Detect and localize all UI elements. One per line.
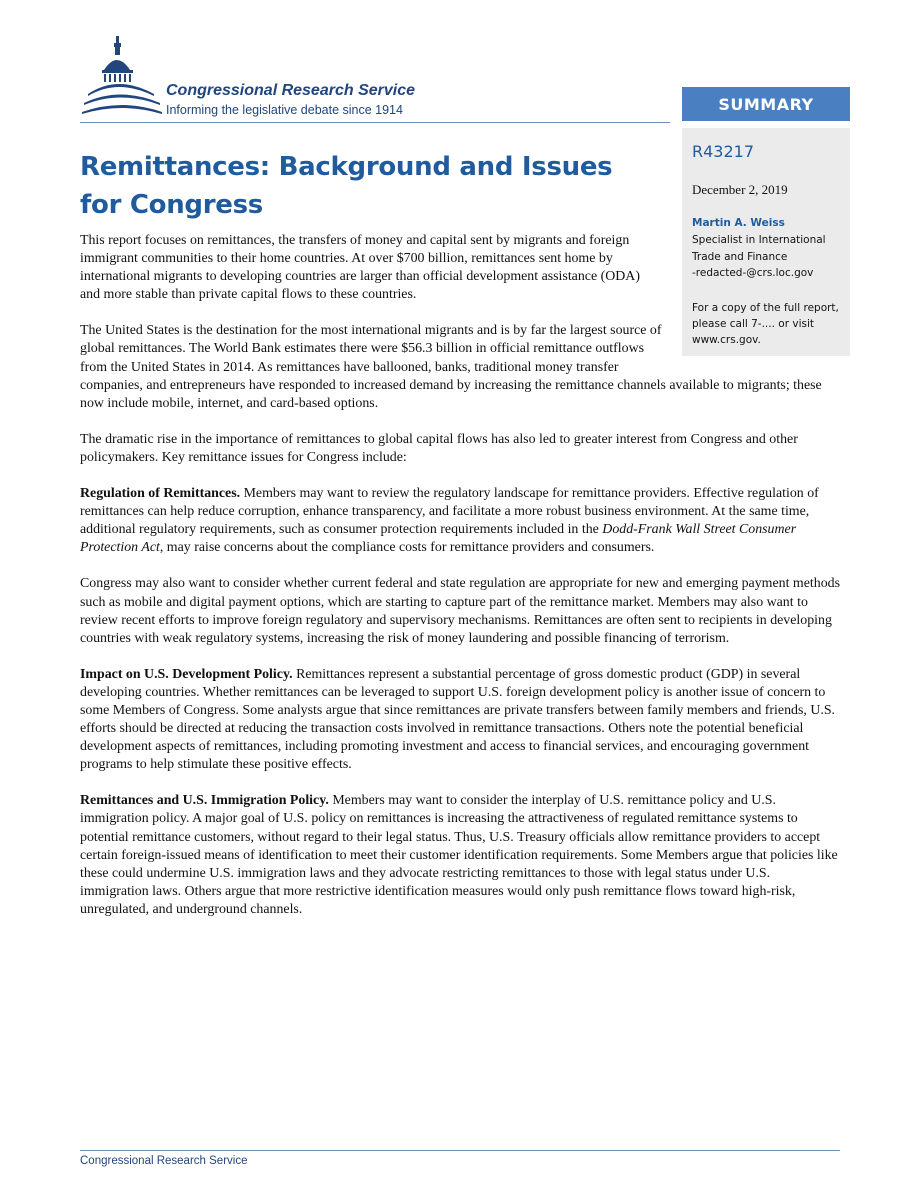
report-date: December 2, 2019 [692, 182, 788, 197]
crs-logo [80, 34, 480, 122]
summary-heading: SUMMARY [682, 87, 850, 121]
paragraph-text: Remittances represent a substantial percentage of gross domestic product (GDP) in several developing countries. Whether remittances can be leveraged to support U.S. foreign development policy is another issue of concern to some Members of Congress. Some analysts argue that since remittances are private transfers between family members and friends, U.S. efforts should be directed at reducing the transaction costs involved in remittance transactions. Others note the potential beneficial development aspects of remittances, including promoting investment and access to financial services, and encouraging government programs to help stimulate these positive effects. [80, 666, 836, 773]
copy-note: For a copy of the full report, please call 7-.... or visit www.crs.gov. [692, 302, 839, 346]
org-name: Congressional Research Service [166, 82, 416, 99]
report-title: Remittances: Background and Issues for Congress [80, 152, 613, 220]
sidebar-spacer [662, 232, 840, 363]
paragraph-heading: Regulation of Remittances. [80, 486, 241, 502]
paragraph-text: Members may want to consider the interplay of U.S. remittance policy and U.S. immigration policy. A major goal of U.S. policy on remittances is increasing the attractiveness of regulated remittance systems to potential remittance customers, without regard to their legal status. Thus, U.S. Treasury officials allow remittance providers to accept certain foreign-issued means of identification to meet their customer identification requirements. Some Members argue that policies like these could undermine U.S. immigration laws and they advocate restricting remittances to those with legal status under U.S. immigration laws. Others argue that more restrictive identification measures would only push remittance flows toward high-risk, unregulated, and underground channels. [80, 793, 838, 917]
act-title: Dodd-Frank Wall Street Consumer Protection Act [80, 522, 797, 556]
paragraph [80, 666, 840, 775]
author-name: Martin A. Weiss [692, 217, 785, 229]
org-tagline: Informing the legislative debate since 1914 [166, 103, 403, 117]
paragraph-text: Members may want to review the regulatory landscape for remittance providers. Effective regulation of remittances can help reduce corruption, enhance transparency, and facilitate a more robust business environment. At the same time, additional regulatory requirements, such as consumer protection requirements included in the [80, 486, 819, 538]
paragraph: The dramatic rise in the importance of remittances to global capital flows has also led to greater interest from Congress and other policymakers. Key remittance issues for Congress include: [80, 431, 798, 465]
capitol-dome-icon [82, 34, 164, 122]
header-divider [80, 122, 670, 123]
author-email: -redacted-@crs.loc.gov [692, 267, 814, 279]
paragraph-heading: Remittances and U.S. Immigration Policy. [80, 793, 329, 809]
paragraph-text: , may raise concerns about the compliance costs for remittance providers and consumers. [159, 540, 655, 556]
paragraph [80, 792, 840, 919]
paragraph: Congress may also want to consider whether current federal and state regulation are appropriate for new and emerging payment methods such as mobile and digital payment options, which are starting to capture part of the remittance market. Members may also want to review recent efforts to improve foreign regulatory and supervisory mechanisms. Remittances are often sent to recipients in developing countries with weak regulatory systems, increasing the risk of money laundering and possible financing of terrorism. [80, 576, 840, 646]
author-title-line: Trade and Finance [692, 251, 788, 263]
footer-text: Congressional Research Service [80, 1155, 248, 1167]
paragraph-heading: Impact on U.S. Development Policy. [80, 666, 293, 682]
summary-body [80, 232, 840, 937]
paragraph [80, 485, 840, 557]
footer-divider [80, 1150, 840, 1151]
report-number: R43217 [692, 142, 755, 161]
paragraph: The United States is the destination for the most international migrants and is by far the largest source of global remittances. The World Bank estimates there were $56.3 billion in official remittance outflows from the United States in 2014. As remittances have ballooned, banks, traditional money transfer companies, and entrepreneurs have responded to increased demand by increasing the remittance channels available to migrants; these now include mobile, internet, and card-based options. [80, 323, 822, 411]
paragraph: This report focuses on remittances, the transfers of money and capital sent by migrants and foreign immigrant communities to their home countries. At over $700 billion, remittances sent home by international migrants to developing countries are larger than official development assistance (ODA) and more stable than private capital flows to these countries. [80, 233, 640, 303]
author-title-line: Specialist in International [692, 234, 826, 246]
